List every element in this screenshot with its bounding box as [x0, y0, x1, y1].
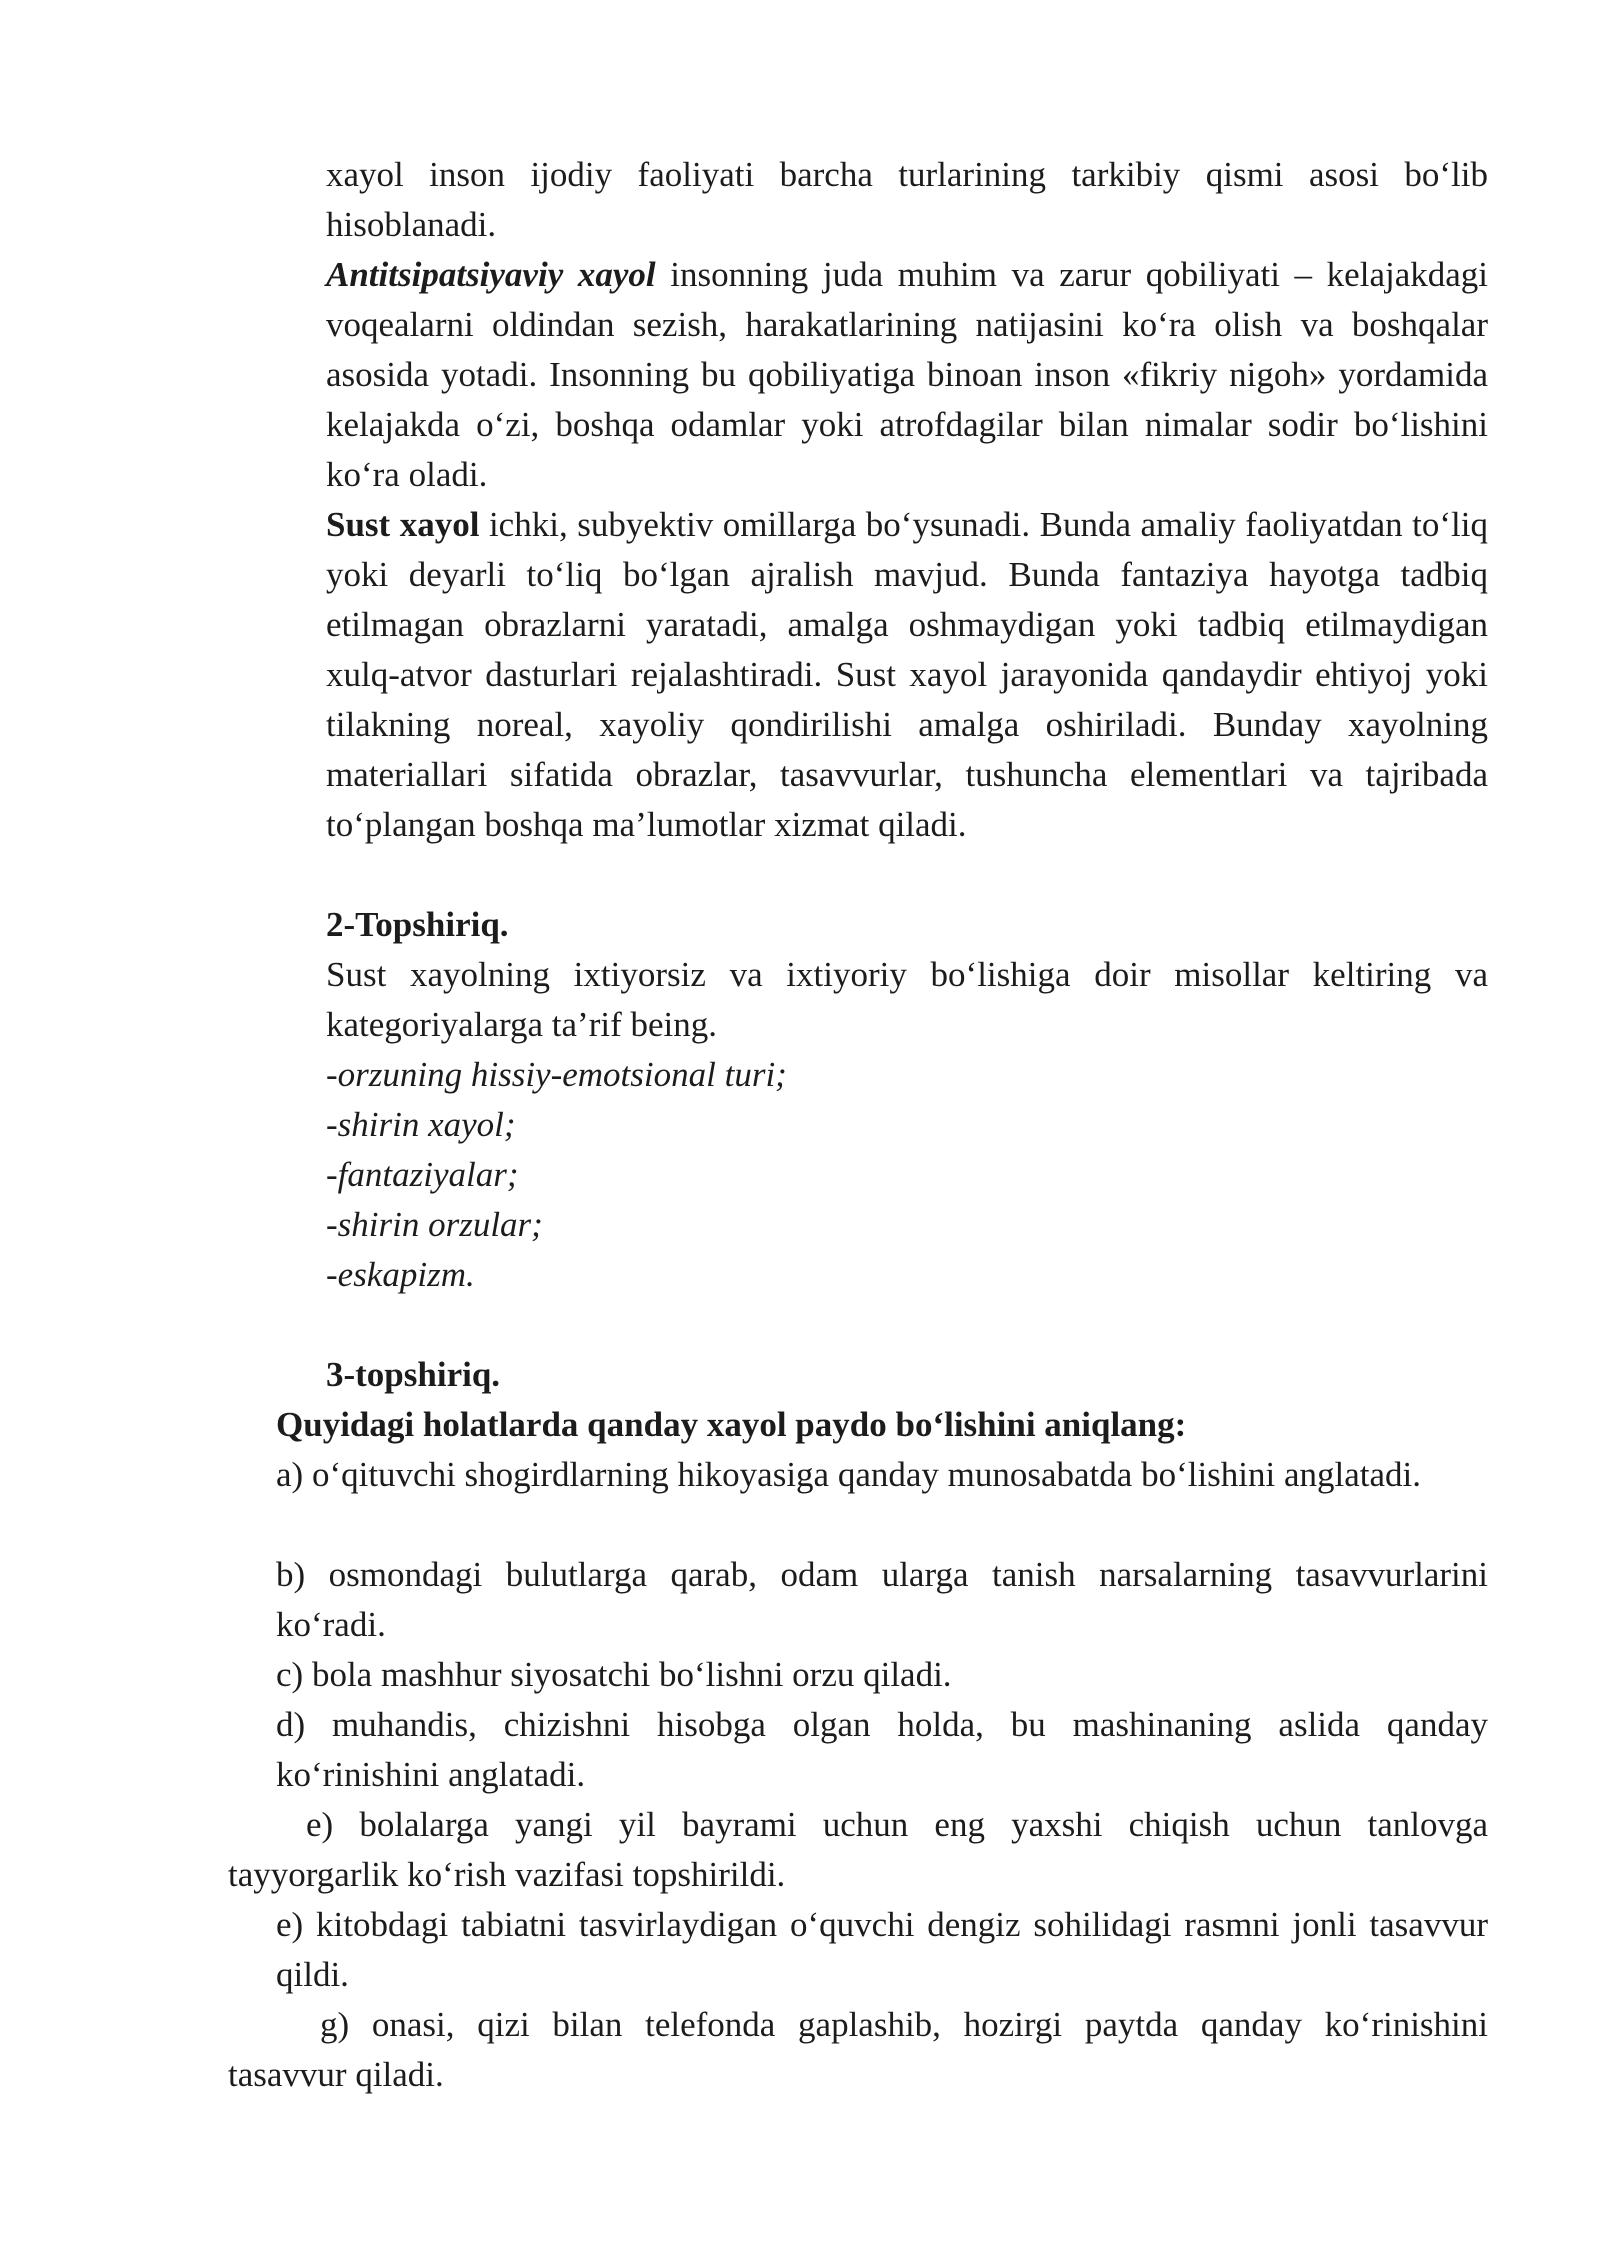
list-item: -eskapizm. — [326, 1255, 475, 1294]
task3-item-a: a) o‘qituvchi shogirdlarning hikoyasiga qanday munosabatda bo‘lishini anglatadi. — [276, 1455, 1422, 1494]
list-item: -orzuning hissiy-emotsional turi; — [326, 1055, 787, 1094]
item-e-first-line: e) bolalarga yangi yil bayrami uchun eng yaxshi chiqish uchun tanlovga — [306, 1805, 1488, 1844]
task3-question: Quyidagi holatlarda qanday xayol paydo bo‘lishini aniqlang: — [276, 1405, 1187, 1444]
paragraph-intro: xayol inson ijodiy faoliyati barcha turlarining tarkibiy qismi asosi bo‘lib hisoblanadi. — [326, 155, 1488, 244]
task3-heading: 3-topshiriq. — [326, 1355, 501, 1394]
item-g-first-line: g) onasi, qizi bilan telefonda gaplashib, hozirgi paytda qanday ko‘rinishini — [320, 2005, 1488, 2044]
anticipatory-text: insonning juda muhim va zarur qobiliyati – kelajakdagi voqealarni oldindan sezish, harakatlarining natijasini ko‘ra olish va boshqalar asosida yotadi. Insonning bu qobiliyatiga binoan inson «fikriy nigoh» yordamida kelajakda o‘zi, boshqa odamlar yoki atrofdagilar bilan nimalar sodir bo‘lishini ko‘ra oladi. — [326, 255, 1488, 494]
term-passive: Sust xayol — [326, 505, 480, 544]
item-e-second-line: tayyorgarlik ko‘rish vazifasi topshirildi. — [228, 1855, 786, 1894]
term-anticipatory: Antitsipatsiyaviy xayol — [326, 255, 656, 294]
paragraph-passive — [326, 500, 1488, 850]
task3-item-g — [228, 2000, 1488, 2100]
passive-text: ichki, subyektiv omillarga bo‘ysunadi. Bunda amaliy faoliyatdan to‘liq yoki deyarli to‘liq bo‘lgan ajralish mavjud. Bunda fantaziya hayotga tadbiq etilmagan obrazlarni yaratadi, amalga oshmaydigan yoki tadbiq etilmaydigan xulq-atvor dasturlari rejalashtiradi. Sust xayol jarayonida qandaydir ehtiyoj yoki tilakning noreal, xayoliy qondirilishi amalga oshiriladi. Bunday xayolning materiallari sifatida obrazlar, tasavvurlar, tushuncha elementlari va tajribada to‘plangan boshqa ma’lumotlar xizmat qiladi. — [326, 505, 1488, 844]
task3-item-d: d) muhandis, chizishni hisobga olgan holda, bu mashinaning aslida qanday ko‘rinishini anglatadi. — [276, 1705, 1488, 1794]
task2-list — [326, 1050, 1488, 1300]
task3-item-e-second: e) kitobdagi tabiatni tasvirlaydigan o‘quvchi dengiz sohilidagi rasmni jonli tasavvur qildi. — [276, 1905, 1488, 1994]
list-item: -shirin orzular; — [326, 1205, 543, 1244]
task3-item-c: c) bola mashhur siyosatchi bo‘lishni orzu qiladi. — [276, 1655, 952, 1694]
task3-item-e-first — [228, 1800, 1488, 1900]
task2-text: Sust xayolning ixtiyorsiz va ixtiyoriy bo‘lishiga doir misollar keltiring va kategoriyalarga ta’rif being. — [326, 955, 1488, 1044]
task2-heading: 2-Topshiriq. — [326, 905, 509, 944]
task3-item-b: b) osmondagi bulutlarga qarab, odam ularga tanish narsalarning tasavvurlarini ko‘radi. — [276, 1555, 1488, 1644]
paragraph-anticipatory — [326, 250, 1488, 500]
list-item: -fantaziyalar; — [326, 1155, 519, 1194]
item-g-second-line: tasavvur qiladi. — [228, 2055, 444, 2094]
list-item: -shirin xayol; — [326, 1105, 516, 1144]
